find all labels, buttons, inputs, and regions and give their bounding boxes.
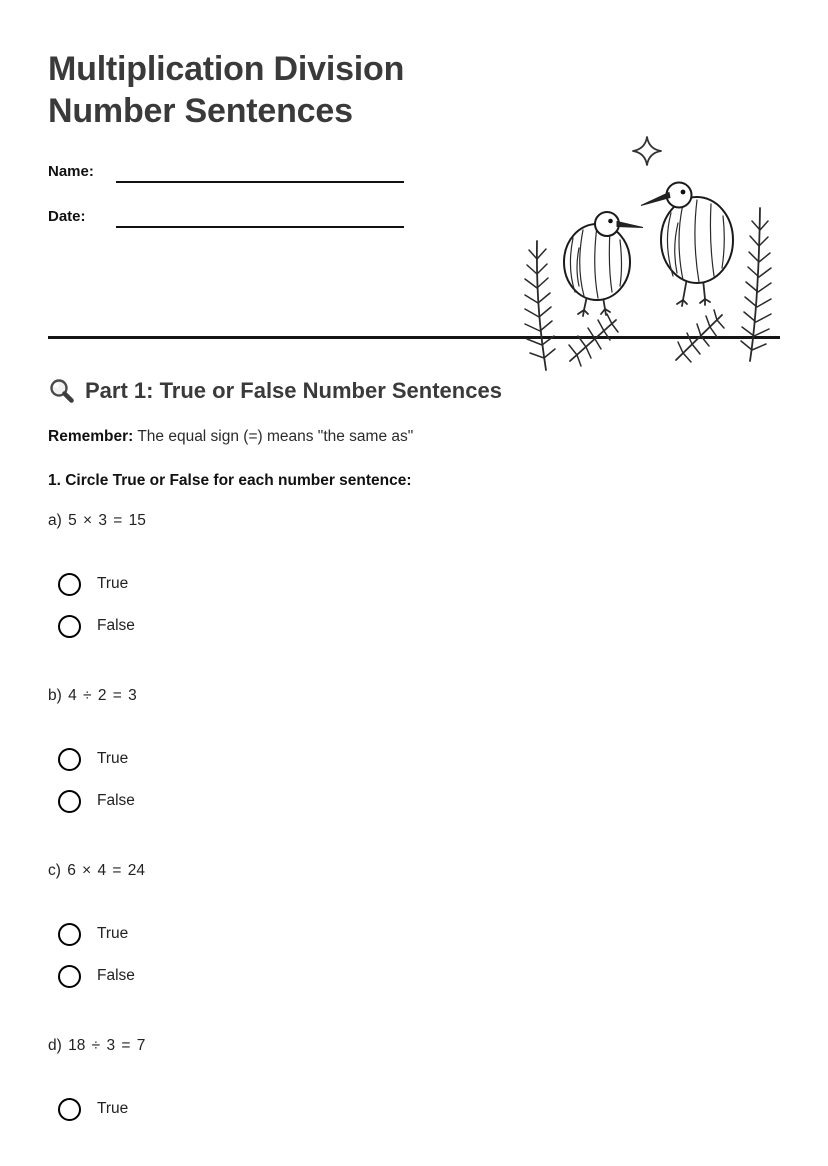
option-label: True xyxy=(97,750,129,767)
question-c-option-false[interactable] xyxy=(48,963,780,989)
kiwi-right xyxy=(641,183,733,307)
fern-bottom-right xyxy=(676,310,724,362)
radio-button[interactable] xyxy=(58,748,81,771)
question-d-option-true[interactable] xyxy=(48,1096,780,1122)
page-title: Multiplication Division Number Sentences xyxy=(48,50,405,130)
part1-heading xyxy=(48,375,780,407)
question-d xyxy=(48,1035,780,1122)
question-b-option-true[interactable] xyxy=(48,746,780,772)
option-label: True xyxy=(97,575,129,592)
name-input-line[interactable] xyxy=(116,160,404,183)
sparkle-icon xyxy=(633,137,661,165)
date-input-line[interactable] xyxy=(116,205,404,228)
option-label: False xyxy=(97,967,135,984)
question-a xyxy=(48,510,780,639)
question-a-text: a) 5 × 3 = 15 xyxy=(48,512,146,529)
question-b-option-false[interactable] xyxy=(48,788,780,814)
option-label: True xyxy=(97,925,129,942)
fern-left xyxy=(525,241,555,370)
magnifier-icon xyxy=(48,377,77,406)
kiwi-left xyxy=(564,212,643,316)
question-c xyxy=(48,860,780,989)
kiwi-illustration xyxy=(513,128,778,373)
question-b-text: b) 4 ÷ 2 = 3 xyxy=(48,687,137,704)
date-label: Date: xyxy=(48,208,86,225)
radio-button[interactable] xyxy=(58,965,81,988)
remember-text: The equal sign (=) means "the same as" xyxy=(137,428,414,445)
radio-button[interactable] xyxy=(58,573,81,596)
question-a-option-false[interactable] xyxy=(48,613,780,639)
remember-label: Remember: xyxy=(48,428,134,445)
radio-button[interactable] xyxy=(58,923,81,946)
worksheet-page xyxy=(0,48,828,1166)
radio-button[interactable] xyxy=(58,790,81,813)
part1-heading-text: Part 1: True or False Number Sentences xyxy=(85,378,502,403)
option-label: True xyxy=(97,1100,129,1117)
fern-bottom-left xyxy=(569,314,618,366)
radio-button[interactable] xyxy=(58,1098,81,1121)
question1-instruction: 1. Circle True or False for each number sentence: xyxy=(48,472,412,489)
question-d-text: d) 18 ÷ 3 = 7 xyxy=(48,1037,146,1054)
option-label: False xyxy=(97,617,135,634)
question-c-option-true[interactable] xyxy=(48,921,780,947)
fern-right xyxy=(741,208,771,361)
question-c-text: c) 6 × 4 = 24 xyxy=(48,862,146,879)
remember-note xyxy=(48,426,780,447)
question-b xyxy=(48,685,780,814)
question-a-option-true[interactable] xyxy=(48,571,780,597)
name-label: Name: xyxy=(48,163,94,180)
radio-button[interactable] xyxy=(58,615,81,638)
option-label: False xyxy=(97,792,135,809)
